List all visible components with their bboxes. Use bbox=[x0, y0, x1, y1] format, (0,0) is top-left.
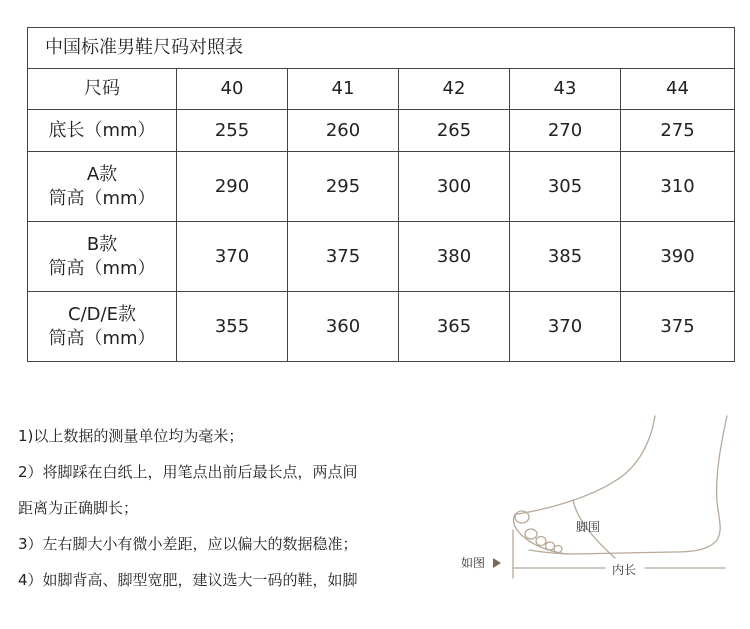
row-label-line: C/D/E款 bbox=[68, 303, 136, 325]
inner-length-label: 内长 bbox=[612, 563, 637, 577]
row-label bbox=[28, 152, 177, 222]
value-cell: 390 bbox=[621, 222, 735, 292]
foot-measurement-diagram bbox=[455, 410, 745, 590]
table-row bbox=[28, 222, 735, 292]
size-cell: 42 bbox=[399, 69, 510, 110]
row-label-line: 底长（mm） bbox=[48, 119, 156, 141]
size-label: 尺码 bbox=[28, 69, 177, 110]
row-label-line: 筒高（mm） bbox=[48, 327, 156, 349]
row-label bbox=[28, 110, 177, 152]
value-cell: 270 bbox=[510, 110, 621, 152]
size-cell: 43 bbox=[510, 69, 621, 110]
row-label bbox=[28, 222, 177, 292]
value-cell: 255 bbox=[177, 110, 288, 152]
triangle-right-icon bbox=[493, 558, 501, 568]
value-cell: 370 bbox=[177, 222, 288, 292]
note-line: 2）将脚踩在白纸上，用笔点出前后最长点，两点间 bbox=[18, 463, 358, 481]
table-row bbox=[28, 292, 735, 362]
table-title: 中国标准男鞋尺码对照表 bbox=[28, 28, 735, 69]
table-row bbox=[28, 110, 735, 152]
size-row bbox=[28, 69, 735, 110]
note-line: 1)以上数据的测量单位均为毫米； bbox=[18, 427, 244, 445]
value-cell: 310 bbox=[621, 152, 735, 222]
value-cell: 360 bbox=[288, 292, 399, 362]
table-row bbox=[28, 152, 735, 222]
value-cell: 300 bbox=[399, 152, 510, 222]
size-cell: 44 bbox=[621, 69, 735, 110]
value-cell: 375 bbox=[621, 292, 735, 362]
value-cell: 265 bbox=[399, 110, 510, 152]
as-shown-label: 如图 bbox=[461, 556, 486, 570]
value-cell: 355 bbox=[177, 292, 288, 362]
value-cell: 365 bbox=[399, 292, 510, 362]
foot-outline-icon bbox=[455, 410, 745, 590]
row-label-line: 筒高（mm） bbox=[48, 257, 156, 279]
value-cell: 370 bbox=[510, 292, 621, 362]
value-cell: 295 bbox=[288, 152, 399, 222]
size-cell: 41 bbox=[288, 69, 399, 110]
row-label bbox=[28, 292, 177, 362]
row-label-line: B款 bbox=[86, 233, 118, 255]
size-chart-table bbox=[27, 27, 735, 362]
value-cell: 385 bbox=[510, 222, 621, 292]
note-line: 距离为正确脚长； bbox=[18, 499, 139, 517]
note-line: 3）左右脚大小有微小差距，应以偏大的数据稳准； bbox=[18, 535, 358, 553]
value-cell: 380 bbox=[399, 222, 510, 292]
value-cell: 290 bbox=[177, 152, 288, 222]
value-cell: 260 bbox=[288, 110, 399, 152]
note-line: 4）如脚背高、脚型宽肥，建议选大一码的鞋，如脚 bbox=[18, 571, 358, 589]
row-label-line: 筒高（mm） bbox=[48, 187, 156, 209]
row-label-line: A款 bbox=[86, 163, 118, 185]
value-cell: 305 bbox=[510, 152, 621, 222]
measurement-notes bbox=[18, 420, 438, 600]
size-cell: 40 bbox=[177, 69, 288, 110]
girth-label: 脚围 bbox=[576, 520, 601, 534]
value-cell: 375 bbox=[288, 222, 399, 292]
value-cell: 275 bbox=[621, 110, 735, 152]
